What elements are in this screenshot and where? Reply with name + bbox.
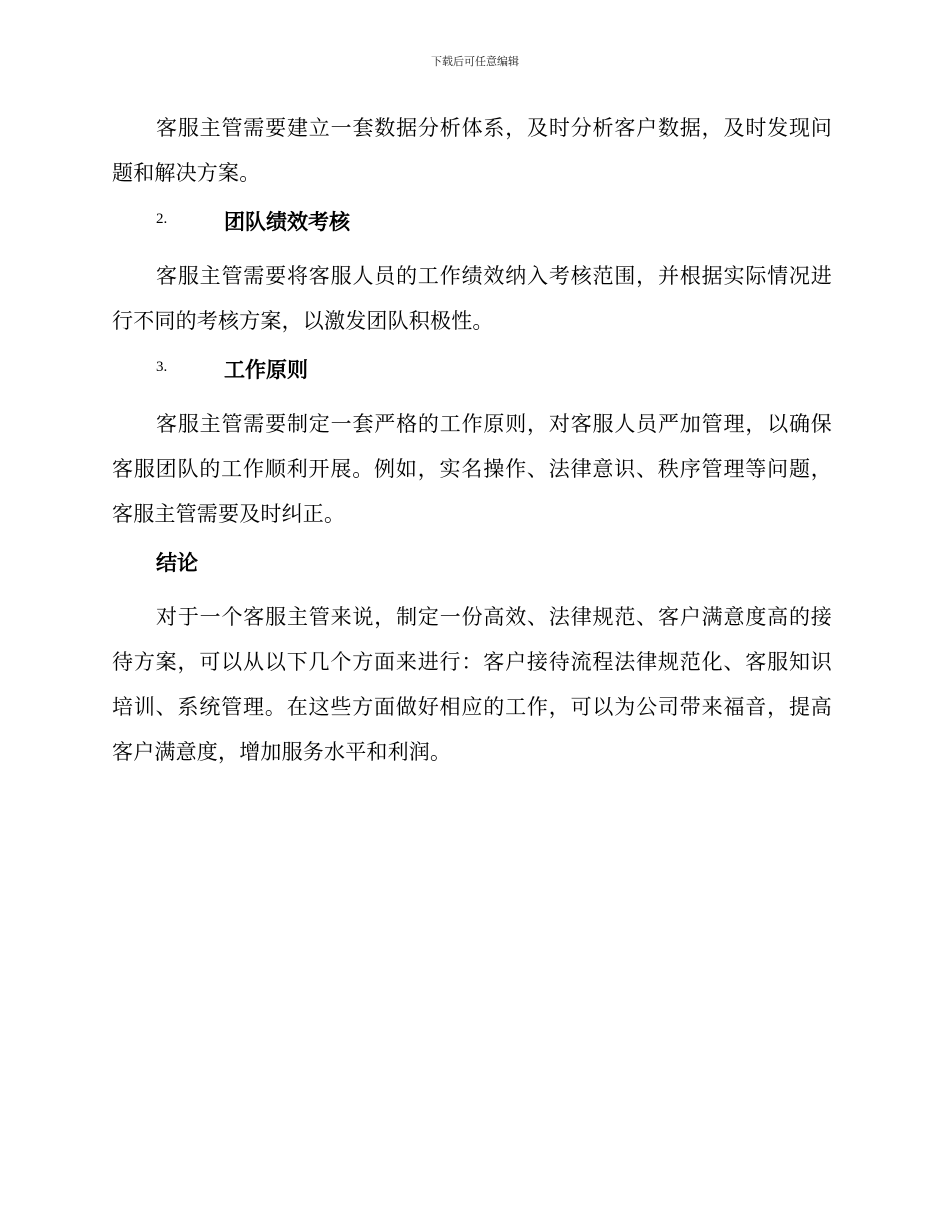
paragraph-data-analysis: 客服主管需要建立一套数据分析体系，及时分析客户数据，及时发现问题和解决方案。 <box>112 116 832 185</box>
section-heading-work-principles <box>112 344 832 402</box>
conclusion-title: 结论 <box>156 551 198 575</box>
section-number: 3. <box>156 359 168 375</box>
section-title: 工作原则 <box>224 358 308 382</box>
section-heading-team-performance <box>112 196 832 254</box>
section-title: 团队绩效考核 <box>224 210 350 234</box>
page-header: 下载后可任意编辑 <box>431 55 519 68</box>
conclusion-heading <box>112 537 832 595</box>
paragraph-conclusion: 对于一个客服主管来说，制定一份高效、法律规范、客户满意度高的接待方案，可以从以下几个方面来进行：客户接待流程法律规范化、客服知识培训、系统管理。在这些方面做好相应的工作，可以为公司带来福音，提高客户满意度，增加服务水平和利润。 <box>112 605 832 764</box>
paragraph-work-principles: 客服主管需要制定一套严格的工作原则，对客服人员严加管理，以确保客服团队的工作顺利开展。例如，实名操作、法律意识、秩序管理等问题，客服主管需要及时纠正。 <box>112 412 832 526</box>
document-body <box>112 106 832 775</box>
section-number: 2. <box>156 211 168 227</box>
paragraph-team-performance: 客服主管需要将客服人员的工作绩效纳入考核范围，并根据实际情况进行不同的考核方案，以激发团队积极性。 <box>112 264 832 333</box>
